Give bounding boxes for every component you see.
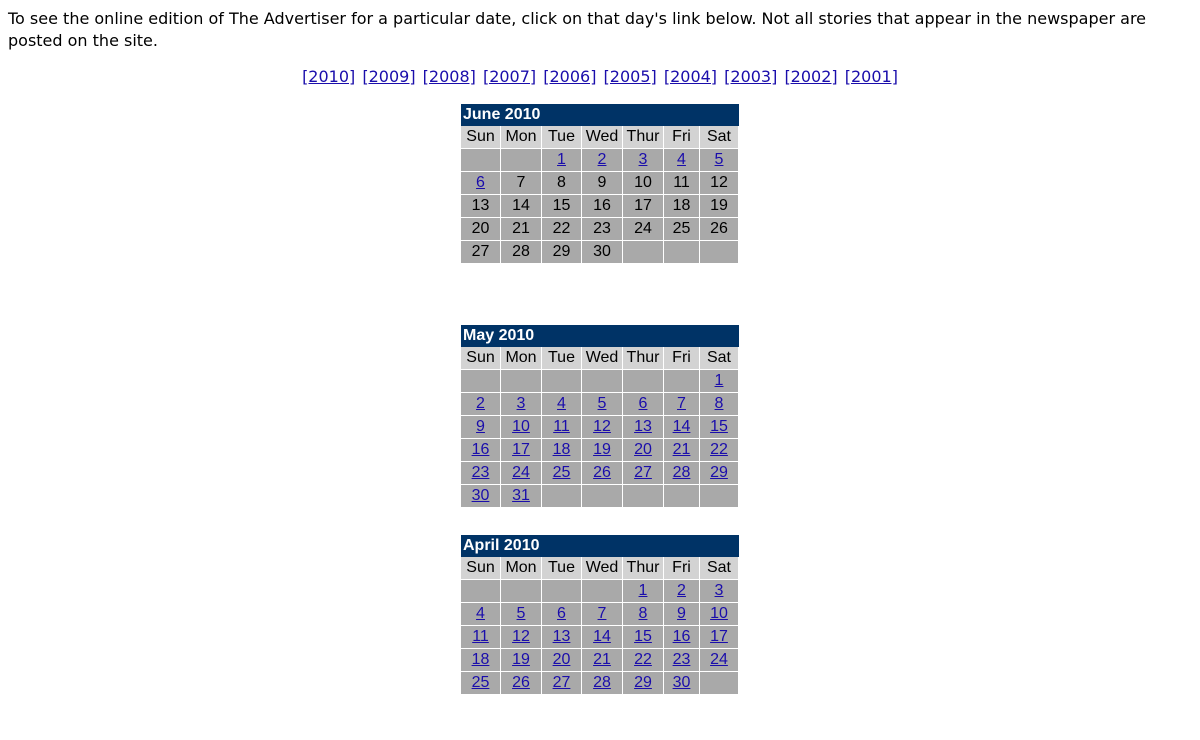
day-link[interactable]: 14	[593, 628, 611, 645]
day-link[interactable]: 22	[634, 651, 652, 668]
day-link[interactable]: 18	[471, 651, 490, 668]
day-link[interactable]: 30	[471, 487, 490, 504]
day-cell	[623, 672, 664, 695]
weekday-header: Mon	[501, 347, 542, 370]
day-cell: 29	[542, 241, 582, 264]
empty-day-cell	[623, 370, 664, 393]
year-link[interactable]: [2010]	[302, 67, 356, 86]
day-cell	[582, 462, 623, 485]
empty-day-cell	[461, 370, 501, 393]
day-cell: 17	[623, 195, 664, 218]
empty-day-cell	[582, 485, 623, 508]
day-cell	[542, 149, 582, 172]
day-cell	[700, 149, 739, 172]
weekday-header: Thur	[623, 126, 664, 149]
year-link[interactable]: [2006]	[543, 67, 597, 86]
empty-day-cell	[542, 485, 582, 508]
day-cell	[582, 649, 623, 672]
day-link[interactable]: 23	[672, 651, 691, 668]
day-link[interactable]: 23	[471, 464, 490, 481]
calendar-title: June 2010	[461, 104, 739, 126]
day-cell	[542, 439, 582, 462]
day-link[interactable]: 24	[710, 651, 728, 668]
day-link[interactable]: 15	[634, 628, 652, 645]
day-link[interactable]: 8	[714, 395, 724, 412]
day-link[interactable]: 5	[597, 395, 607, 412]
day-link[interactable]: 3	[638, 151, 648, 168]
day-cell: 8	[542, 172, 582, 195]
day-cell: 24	[623, 218, 664, 241]
weekday-header: Mon	[501, 126, 542, 149]
day-cell: 7	[501, 172, 542, 195]
day-link[interactable]: 21	[593, 651, 611, 668]
day-cell	[664, 393, 700, 416]
day-cell	[623, 462, 664, 485]
day-cell	[461, 672, 501, 695]
day-cell: 10	[623, 172, 664, 195]
weekday-header: Fri	[664, 557, 700, 580]
day-link[interactable]: 11	[553, 418, 570, 435]
day-cell	[461, 603, 501, 626]
day-link[interactable]: 25	[552, 464, 571, 481]
weekday-header: Tue	[542, 126, 582, 149]
day-cell	[501, 626, 542, 649]
day-cell	[542, 462, 582, 485]
year-link[interactable]: [2001]	[844, 67, 898, 86]
day-cell	[700, 580, 739, 603]
day-link[interactable]: 2	[677, 582, 686, 599]
empty-day-cell	[461, 580, 501, 603]
day-cell: 28	[501, 241, 542, 264]
empty-day-cell	[501, 370, 542, 393]
calendar-april-2010	[461, 535, 739, 695]
year-link[interactable]: [2002]	[784, 67, 838, 86]
day-link[interactable]: 9	[476, 418, 485, 435]
calendar-june-2010	[461, 104, 739, 264]
calendar-grid	[461, 347, 739, 508]
day-link[interactable]: 20	[634, 441, 652, 458]
day-link[interactable]: 26	[593, 464, 611, 481]
day-cell	[664, 626, 700, 649]
day-cell	[461, 439, 501, 462]
day-cell	[700, 462, 739, 485]
day-cell	[582, 626, 623, 649]
day-cell	[623, 393, 664, 416]
day-cell: 21	[501, 218, 542, 241]
intro-text: To see the online edition of The Advertiser for a particular date, click on that day's link below. Not all stories that appear in the newspaper are posted on the site.	[8, 9, 1147, 50]
day-link[interactable]: 17	[512, 441, 530, 458]
day-cell	[700, 416, 739, 439]
day-cell	[700, 603, 739, 626]
day-link[interactable]: 24	[512, 464, 530, 481]
weekday-header: Sat	[700, 126, 739, 149]
day-link[interactable]: 17	[710, 628, 728, 645]
day-cell: 26	[700, 218, 739, 241]
empty-day-cell	[542, 580, 582, 603]
weekday-header: Wed	[582, 347, 623, 370]
day-link[interactable]: 21	[672, 441, 691, 458]
empty-day-cell	[461, 149, 501, 172]
day-cell: 12	[700, 172, 739, 195]
year-link[interactable]: [2008]	[422, 67, 476, 86]
day-link[interactable]: 13	[634, 418, 652, 435]
day-cell	[700, 439, 739, 462]
day-link[interactable]: 15	[710, 418, 728, 435]
calendar-title: April 2010	[461, 535, 739, 557]
day-link[interactable]: 27	[634, 464, 652, 481]
weekday-header: Thur	[623, 347, 664, 370]
day-cell	[623, 149, 664, 172]
day-link[interactable]: 19	[593, 441, 611, 458]
day-cell	[461, 462, 501, 485]
empty-day-cell	[501, 580, 542, 603]
empty-day-cell	[623, 241, 664, 264]
day-cell	[542, 649, 582, 672]
day-link[interactable]: 6	[638, 395, 648, 412]
weekday-header: Mon	[501, 557, 542, 580]
empty-day-cell	[700, 672, 739, 695]
day-cell	[664, 603, 700, 626]
day-link[interactable]: 12	[512, 628, 530, 645]
day-link[interactable]: 4	[677, 151, 686, 168]
day-cell: 11	[664, 172, 700, 195]
day-cell	[700, 393, 739, 416]
day-cell	[461, 416, 501, 439]
empty-day-cell	[700, 241, 739, 264]
empty-day-cell	[664, 241, 700, 264]
day-cell	[623, 580, 664, 603]
day-link[interactable]: 6	[476, 174, 485, 191]
weekday-header: Wed	[582, 557, 623, 580]
year-link[interactable]: [2004]	[663, 67, 718, 86]
day-cell	[664, 439, 700, 462]
day-link[interactable]: 2	[597, 151, 607, 168]
day-cell	[501, 672, 542, 695]
day-link[interactable]: 14	[672, 418, 691, 435]
day-link[interactable]: 6	[557, 605, 566, 622]
weekday-header: Sat	[700, 347, 739, 370]
day-link[interactable]: 25	[471, 674, 490, 691]
day-cell	[582, 672, 623, 695]
empty-day-cell	[582, 580, 623, 603]
day-cell: 25	[664, 218, 700, 241]
year-links	[0, 66, 1200, 88]
day-link[interactable]: 29	[710, 464, 728, 481]
day-link[interactable]: 7	[597, 605, 607, 622]
year-link[interactable]: [2007]	[482, 67, 537, 86]
day-cell: 14	[501, 195, 542, 218]
day-link[interactable]: 3	[714, 582, 724, 599]
day-cell	[700, 370, 739, 393]
day-link[interactable]: 29	[634, 674, 652, 691]
empty-day-cell	[700, 485, 739, 508]
day-cell	[461, 393, 501, 416]
day-cell: 30	[582, 241, 623, 264]
calendar-grid	[461, 126, 739, 264]
day-cell	[542, 626, 582, 649]
day-cell	[501, 649, 542, 672]
day-cell	[501, 416, 542, 439]
day-cell	[461, 485, 501, 508]
day-cell: 19	[700, 195, 739, 218]
day-cell	[461, 172, 501, 195]
empty-day-cell	[582, 370, 623, 393]
day-cell	[664, 462, 700, 485]
year-link[interactable]: [2005]	[603, 67, 657, 86]
day-cell	[542, 393, 582, 416]
weekday-header: Fri	[664, 126, 700, 149]
day-cell	[501, 603, 542, 626]
weekday-header: Wed	[582, 126, 623, 149]
day-cell: 18	[664, 195, 700, 218]
weekday-header: Thur	[623, 557, 664, 580]
calendar-may-2010	[461, 325, 739, 508]
empty-day-cell	[542, 370, 582, 393]
day-cell	[623, 626, 664, 649]
empty-day-cell	[623, 485, 664, 508]
day-cell	[582, 149, 623, 172]
weekday-header: Fri	[664, 347, 700, 370]
day-link[interactable]: 5	[714, 151, 724, 168]
day-cell	[664, 416, 700, 439]
day-cell	[664, 672, 700, 695]
day-cell: 13	[461, 195, 501, 218]
day-link[interactable]: 16	[672, 628, 691, 645]
day-cell	[582, 603, 623, 626]
year-link[interactable]: [2009]	[362, 67, 416, 86]
day-cell	[664, 149, 700, 172]
day-link[interactable]: 31	[512, 487, 530, 504]
day-cell: 22	[542, 218, 582, 241]
day-cell	[700, 626, 739, 649]
day-cell	[623, 649, 664, 672]
day-cell	[461, 626, 501, 649]
day-link[interactable]: 10	[512, 418, 530, 435]
day-link[interactable]: 3	[516, 395, 526, 412]
day-link[interactable]: 20	[552, 651, 571, 668]
day-cell	[582, 393, 623, 416]
day-link[interactable]: 27	[552, 674, 571, 691]
day-cell	[501, 393, 542, 416]
weekday-header: Tue	[542, 347, 582, 370]
day-link[interactable]: 11	[472, 628, 489, 645]
day-link[interactable]: 9	[677, 605, 686, 622]
weekday-header: Tue	[542, 557, 582, 580]
day-link[interactable]: 22	[710, 441, 728, 458]
empty-day-cell	[664, 370, 700, 393]
day-cell	[542, 416, 582, 439]
weekday-header: Sun	[461, 126, 501, 149]
day-cell	[542, 603, 582, 626]
day-link[interactable]: 13	[552, 628, 571, 645]
day-cell	[501, 485, 542, 508]
day-link[interactable]: 16	[471, 441, 490, 458]
day-link[interactable]: 19	[512, 651, 530, 668]
day-link[interactable]: 4	[557, 395, 566, 412]
day-link[interactable]: 18	[552, 441, 571, 458]
day-link[interactable]: 1	[638, 582, 648, 599]
weekday-header: Sun	[461, 347, 501, 370]
day-link[interactable]: 1	[714, 372, 724, 389]
day-link[interactable]: 8	[638, 605, 648, 622]
day-link[interactable]: 12	[593, 418, 611, 435]
day-cell: 15	[542, 195, 582, 218]
day-cell	[664, 649, 700, 672]
calendar-grid	[461, 557, 739, 695]
day-link[interactable]: 26	[512, 674, 530, 691]
calendar-title: May 2010	[461, 325, 739, 347]
day-link[interactable]: 28	[672, 464, 691, 481]
day-cell	[542, 672, 582, 695]
day-cell	[501, 439, 542, 462]
day-cell: 27	[461, 241, 501, 264]
day-link[interactable]: 2	[476, 395, 485, 412]
day-link[interactable]: 30	[672, 674, 691, 691]
empty-day-cell	[501, 149, 542, 172]
day-cell	[501, 462, 542, 485]
day-cell	[623, 439, 664, 462]
day-cell: 9	[582, 172, 623, 195]
weekday-header: Sat	[700, 557, 739, 580]
day-cell	[664, 580, 700, 603]
day-cell	[623, 603, 664, 626]
day-cell	[461, 649, 501, 672]
day-link[interactable]: 5	[516, 605, 526, 622]
day-cell: 20	[461, 218, 501, 241]
year-link[interactable]: [2003]	[724, 67, 778, 86]
day-cell	[582, 416, 623, 439]
day-link[interactable]: 10	[710, 605, 728, 622]
day-link[interactable]: 4	[476, 605, 485, 622]
weekday-header: Sun	[461, 557, 501, 580]
day-cell	[700, 649, 739, 672]
day-link[interactable]: 28	[593, 674, 611, 691]
day-cell	[582, 439, 623, 462]
day-cell	[623, 416, 664, 439]
day-link[interactable]: 1	[557, 151, 566, 168]
day-cell: 23	[582, 218, 623, 241]
empty-day-cell	[664, 485, 700, 508]
day-link[interactable]: 7	[677, 395, 686, 412]
day-cell: 16	[582, 195, 623, 218]
